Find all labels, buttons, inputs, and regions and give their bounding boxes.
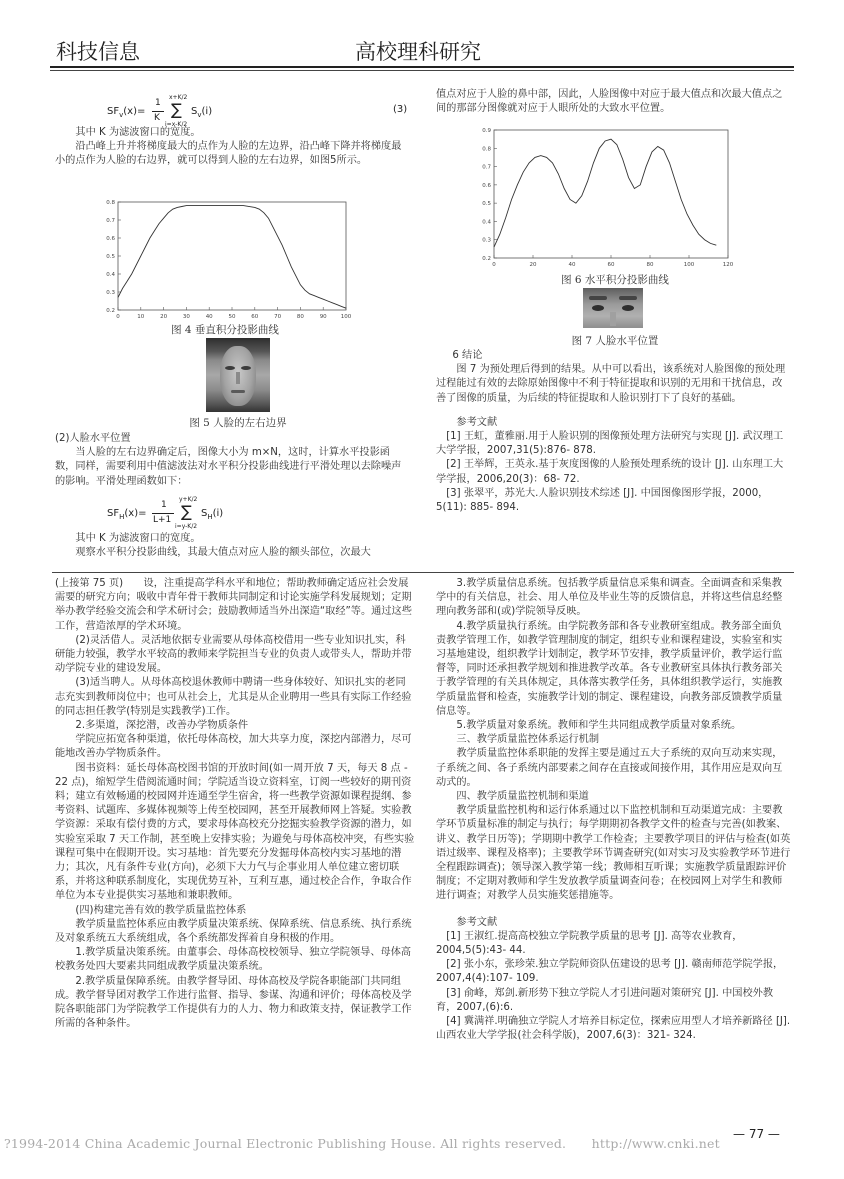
figure-7-caption: 图 7 人脸水平位置: [571, 335, 659, 347]
y-tick-label: 0.4: [482, 219, 491, 226]
paragraph: 教学质量监控体系应由教学质量决策系统、保障系统、信息系统、执行系统及对象系统五大系统组成，各个系统都发挥着自身积极的作用。: [55, 918, 412, 945]
figure-4-vertical-projection-chart: [96, 196, 354, 322]
y-tick-label: 0.7: [106, 218, 115, 224]
references-title: 参考文献: [456, 416, 498, 428]
y-tick-label: 0.7: [482, 164, 491, 171]
page-number: — 77 —: [733, 1127, 780, 1141]
copyright-footer: ?1994-2014 China Academic Journal Electronic Publishing House. All rights reserved. http://www.cnki.net: [4, 1136, 720, 1151]
paragraph: 其中 K 为滤波窗口的宽度。: [75, 127, 201, 138]
paragraph: 图书资料：延长母体高校图书馆的开放时间(如一周开放 7 天，每天 8 点 - 22 点)，缩短学生借阅流通时间；学院适当设立资料室，订阅一些较好的期刊资料；建立有效畅通的校园网并连通至学生宿舍，将一些教学资源如课程提纲、参考资料、试题库、多媒体视频等上传至校园网，甚至开展教师网上答疑。实验教学资源：采取有偿付费的方式，要求母体高校充分挖掘实验教学资源的潜力，如实验室采取 7 天工作制，甚至晚上安排实验；为避免与母体高校冲突，有些实验课程可集中在假期开设。实习基地：首先要充分发掘母体高校内实习基地的潜力；其次，凡有条件专业(方向)，必须下大力气与企事业用人单位建立密切联系，并将这种联系制度化，实现优势互补，互利互惠，通过校企合作，争取合作单位为本专业提供实习基地和兼职教师。: [55, 762, 415, 902]
figure-5-caption: 图 5 人脸的左右边界: [189, 417, 287, 429]
reference-item: [1] 王虹，董雅丽.用于人脸识别的图像预处理方法研究与实现 [J]. 武汉理工大学学报，2007,31(5):876- 878.: [436, 431, 784, 457]
paragraph: 2.多渠道，深挖潜，改善办学物质条件: [75, 720, 249, 732]
paragraph: 观察水平积分投影曲线，其最大值点对应人脸的额头部位，次最大: [75, 547, 371, 559]
x-tick-label: 50: [228, 314, 236, 320]
y-tick-label: 0.8: [482, 146, 491, 153]
paragraph: 学院应拓宽各种渠道，依托母体高校，加大共享力度，深挖内部潜力，尽可能地改善办学物质条件。: [55, 734, 412, 760]
section-name: 高校理科研究: [355, 40, 481, 64]
left-column-end: [55, 532, 407, 560]
x-tick-label: 100: [340, 314, 352, 320]
y-tick-label: 0.3: [106, 290, 115, 296]
x-tick-label: 10: [137, 314, 145, 320]
right-column-conclusion: [436, 349, 788, 515]
x-tick-label: 0: [116, 314, 120, 320]
plot-frame: [494, 130, 728, 258]
journal-name: 科技信息: [56, 40, 140, 64]
reference-item: [2] 王举辉，王英永.基于灰度图像的人脸预处理系统的设计 [J]. 山东理工大学学报，2006,20(3)：68- 72.: [436, 459, 784, 485]
x-tick-label: 70: [274, 314, 282, 320]
x-tick-label: 60: [607, 262, 615, 268]
equation-number: (3): [393, 104, 408, 115]
x-tick-label: 80: [296, 314, 304, 320]
paragraph: (3)适当聘人。从母体高校退休教师中聘请一些身体较好、知识扎实的老同志充实到教师岗位中；也可从社会上，尤其是从企业聘用一些具有实际工作经验的同志担任教学(特别是实践教学)工作。: [55, 677, 412, 717]
series-line: [494, 139, 716, 247]
x-tick-label: 90: [319, 314, 327, 320]
y-tick-label: 0.5: [106, 254, 115, 260]
left-column-mid: [55, 432, 407, 489]
x-tick-label: 60: [251, 314, 259, 320]
section-heading: (2)人脸水平位置: [55, 433, 131, 444]
x-tick-label: 40: [205, 314, 213, 320]
x-tick-label: 40: [568, 262, 576, 268]
section-heading: 6 结论: [452, 350, 483, 361]
series-line: [118, 206, 346, 309]
paragraph: 沿凸峰上升并将梯度最大的点作为人脸的左边界，沿凸峰下降并将梯度最小的点作为人脸的右边界，就可以得到人脸的左右边界，如图5所示。: [55, 141, 402, 167]
paragraph: (上接第 75 页) 设，注重提高学科水平和地位；帮助教师确定适应社会发展需要的研究方向；吸收中青年骨干教师共同制定和讨论实施学科发展规划；定期举办教学经验交流会和学术研讨会；鼓励教师适当外出深造“取经”等。通过这些工作，营造浓厚的学术环境。: [55, 578, 412, 632]
header-rule: [50, 66, 794, 68]
y-tick-label: 0.2: [106, 308, 115, 314]
x-tick-label: 20: [529, 262, 537, 268]
reference-item: [2] 张小东，张珍荣.独立学院师资队伍建设的思考 [J]. 赣南师范学院学报，2007,4(4):107- 109.: [436, 959, 784, 985]
left-column-top: [55, 126, 407, 169]
x-tick-label: 120: [722, 262, 734, 268]
right-column-top: [436, 88, 788, 116]
y-tick-label: 0.6: [482, 182, 491, 189]
reference-item: [1] 王淑红.提高高校独立学院教学质量的思考 [J]. 高等农业教育，2004,5(5):43- 44.: [436, 930, 743, 957]
figure-6-horizontal-projection-chart: [474, 124, 736, 270]
formula-vertical-smoothing: $SF_v(x)=$ 1 K x+K/2 ∑ i=x-K/2 $S_v(i)$: [107, 94, 213, 128]
references-title: 参考文献: [456, 916, 498, 928]
figure-7-eye-region-image: [583, 288, 643, 328]
paragraph: 1.教学质量决策系统。由董事会、母体高校校领导、独立学院领导、母体高校教务处四大要素共同组成教学质量决策系统。: [55, 947, 412, 973]
paragraph: 教学质量监控机构和运行体系通过以下监控机制和互动渠道完成：主要教学环节质量标准的制定与执行；每学期期初各教学文件的检查与完善(如教案、讲义、教学日历等)；学期期中教学工作检查；主要教学项目的评估与检查(如英语过级率、课程及格率)；主要教学环节调查研究(如对实习及实验教学环节进行全程跟踪调查)；领导深入教学第一线；教师相互听课；实施教学质量跟踪评价制度；不定期对教师和学生发放教学质量调查问卷；在校园网上对学生和教师进行调查；对教学人员实施奖惩措施等。: [436, 805, 791, 902]
article-divider: [52, 572, 794, 573]
formula-horizontal-smoothing: $SF_H(x)=$ 1 L+1 y+K/2 ∑ i=y-K/2 $S_H(i)$: [107, 496, 224, 530]
reference-item: [4] 冀满祥.明确独立学院人才培养目标定位，探索应用型人才培养新路径 [J]. 山西农业大学学报(社会科学版)，2007,6(3)：321- 324.: [436, 1016, 791, 1042]
figure-5-face-image: [206, 338, 270, 412]
x-tick-label: 0: [492, 262, 496, 268]
paragraph: 当人脸的左右边界确定后，图像大小为 m×N，这时，计算水平投影函数，同样，需要利用中值滤波法对水平积分投影曲线进行平滑处理以去除噪声的影响。平滑处理函数如下：: [55, 447, 402, 487]
x-tick-label: 30: [182, 314, 190, 320]
paragraph: 2.教学质量保障系统。由教学督导团、母体高校及学院各职能部门共同组成。教学督导团对教学工作进行监督、指导、参谋、沟通和评价；母体高校及学院各职能部门为学院教学工作提供有力的人力、物力和政策支持，保证教学工作所需的各种条件。: [55, 975, 412, 1030]
paragraph: 3.教学质量信息系统。包括教学质量信息采集和调查。全面调查和采集教学中的有关信息，社会、用人单位及毕业生等的反馈信息，并将这些信息经整理向教务部和(或)学院领导反映。: [436, 578, 783, 618]
reference-item: [3] 张翠平，苏光大.人脸识别技术综述 [J]. 中国图像图形学报，2000，5(11): 885- 894.: [436, 487, 769, 514]
x-tick-label: 80: [646, 262, 654, 268]
y-tick-label: 0.6: [106, 236, 115, 242]
bottom-right-column: [436, 577, 792, 1044]
reference-item: [3] 俞峰，郑剑.新形势下独立学院人才引进问题对策研究 [J]. 中国校外教育，2007,(6):6.: [436, 987, 774, 1013]
y-tick-label: 0.2: [482, 256, 491, 262]
paragraph: 三、教学质量监控体系运行机制: [456, 734, 600, 746]
x-tick-label: 20: [160, 314, 168, 320]
figure-4-caption: 图 4 垂直积分投影曲线: [171, 324, 279, 336]
figure-6-caption: 图 6 水平积分投影曲线: [561, 274, 669, 286]
paragraph: 值点对应于人脸的鼻中部，因此，人脸图像中对应于最大值点和次最大值点之间的那部分图像就对应于人眼所处的大致水平位置。: [436, 89, 783, 115]
paragraph: 5.教学质量对象系统。教师和学生共同组成教学质量对象系统。: [456, 720, 742, 732]
paragraph: (2)灵活借人。灵活地依据专业需要从母体高校借用一些专业知识扎实，科研能力较强，教学水平较高的教师来学院担当专业的负责人或带头人，帮助并带动学院专业的建设发展。: [55, 634, 412, 675]
paragraph: (四)构建完善有效的教学质量监控体系: [75, 904, 247, 916]
plot-frame: [118, 202, 346, 310]
paragraph: 四、教学质量监控机制和渠道: [456, 791, 589, 803]
y-tick-label: 0.8: [106, 200, 115, 206]
paragraph: 图 7 为预处理后得到的结果。从中可以看出，该系统对人脸图像的预处理过程能过有效的去除原始图像中不利于特征提取和识别的无用和干扰信息，改善了图像的质量，为后续的特征提取和人脸识别打下了良好的基础。: [436, 364, 786, 404]
paragraph: 其中 K 为滤波窗口的宽度。: [75, 533, 201, 544]
x-tick-label: 100: [683, 262, 695, 268]
header-rule-thin: [50, 70, 794, 71]
bottom-left-column: [55, 577, 415, 1032]
y-tick-label: 0.5: [482, 201, 491, 208]
y-tick-label: 0.4: [106, 272, 115, 278]
paragraph: 教学质量监控体系职能的发挥主要是通过五大子系统的双向互动来实现，子系统之间、各子系统内部要素之间存在直接或间接作用，其作用应是双向互动式的。: [436, 748, 783, 788]
y-tick-label: 0.9: [482, 128, 491, 134]
y-tick-label: 0.3: [482, 237, 491, 244]
paragraph: 4.教学质量执行系统。由学院教务部和各专业教研室组成。教务部全面负责教学管理工作，如教学管理制度的制定，组织专业和课程建设，实验室和实习基地建设，组织教学计划制定，教学环节安排，教学质量评价，教学运行监督等，同时还承担教学规划和推进教学改革。各专业教研室具体执行教务部关于教学管理的有关具体规定，具体落实教学任务，具体组织教学运行，实施教学质量监督和检查，实施教学计划的制定、课程建设，向教务部反馈教学质量信息等。: [436, 620, 783, 717]
